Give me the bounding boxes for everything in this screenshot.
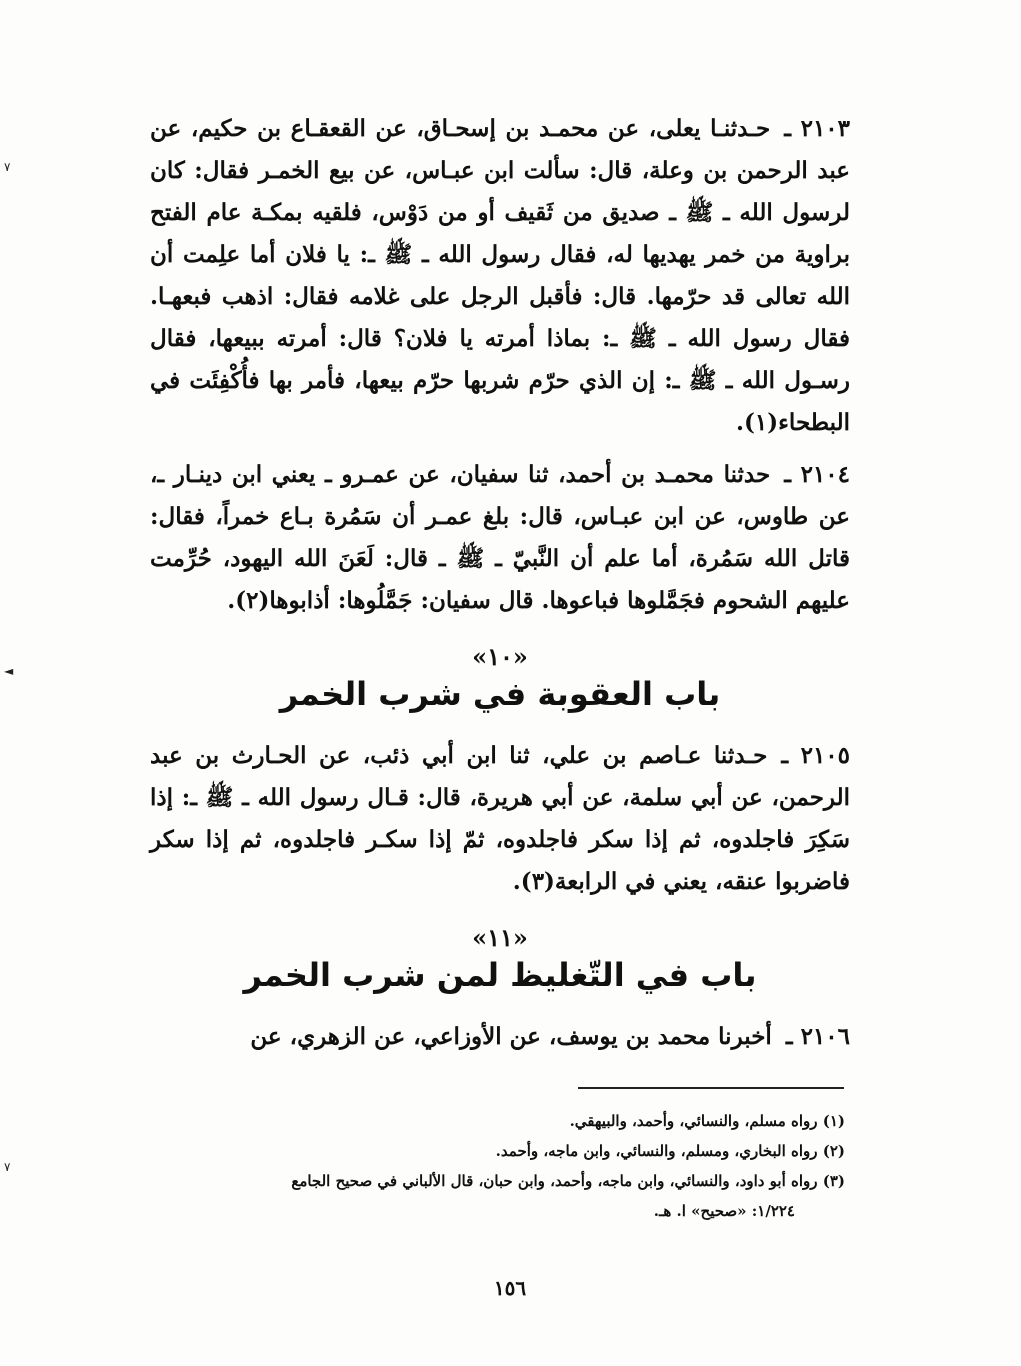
hadith-text: حدثنا محمـد بن أحمد، ثنا سفيان، عن عمـرو ـ يعني ابن دينـار ـ، عن طاوس، عن ابن عبـاس، قال: بلغ عمـر أن سَمُرة بـاع خمراً، فقال: قاتل الله سَمُرة، أما علم أن النَّبيّ ـ ﷺ ـ قال: لَعَنَ الله اليهود، حُرِّمت عليهم الشحوم فجَمَّلوها فباعوها. قال سفيان: جَمَّلُوها: أذابوها(٢). <box>150 461 851 614</box>
hadith-2104 <box>150 454 850 622</box>
hadith-number: ٢١٠٥ ـ <box>781 742 851 769</box>
footnote: (٣) رواه أبو داود، والنسائي، وابن ماجه، وأحمد، وابن حبان، قال الألباني في صحيح الجامع <box>291 1172 845 1190</box>
footnote-divider <box>578 1087 844 1089</box>
page-number: ١٥٦ <box>493 1276 527 1300</box>
margin-mark: ٧ <box>4 160 11 174</box>
section-number: «١٠» <box>472 642 528 671</box>
footnotes <box>150 1108 845 1228</box>
section-number: «١١» <box>472 923 528 952</box>
footnote: (١) رواه مسلم، والنسائي، وأحمد، والبيهقي. <box>569 1112 845 1130</box>
hadith-number: ٢١٠٤ ـ <box>784 461 850 488</box>
section-title: باب العقوبة في شرب الخمر <box>279 675 721 713</box>
hadith-2103 <box>150 108 850 444</box>
hadith-2105 <box>150 735 850 903</box>
hadith-text: حـدثنا عـاصم بن علي، ثنا ابن أبي ذئب، عن الحـارث بن عبد الرحمن، عن أبي سلمة، عن أبي هريرة، قال: قـال رسول الله ـ ﷺ ـ: إذا سَكِرَ فاجلدوه، ثم إذا سكر فاجلدوه، ثمّ إذا سكـر فاجلدوه، ثم إذا سكر فاضربوا عنقه، يعني في الرابعة(٣). <box>150 742 850 895</box>
margin-mark: ٧ <box>4 1160 11 1174</box>
section-title: باب في التّغليظ لمن شرب الخمر <box>243 956 757 994</box>
page-body <box>150 108 850 1068</box>
footnote-continuation: ١/٢٢٤: «صحيح» ا. هـ. <box>653 1202 795 1220</box>
footnote: (٢) رواه البخاري، ومسلم، والنسائي، وابن ماجه، وأحمد. <box>495 1142 845 1160</box>
hadith-number: ٢١٠٦ ـ <box>785 1023 850 1050</box>
hadith-number: ٢١٠٣ ـ <box>784 115 851 142</box>
hadith-text: حـدثنـا يعلى، عن محمـد بن إسحـاق، عن القعقـاع بن حكيم، عن عبد الرحمن بن وعلة، قال: سألت ابن عبـاس، عن بيع الخمـر فقال: كان لرسول الله ـ ﷺ ـ صديق من ثَقيف أو من دَوْس، فلقيه بمكـة عام الفتح براوية من خمر يهديها له، فقال رسول الله ـ ﷺ ـ: يا فلان أما علِمت أن الله تعالى قد حرّمها. قال: فأقبل الرجل على غلامه فقال: اذهب فبعهـا. فقال رسول الله ـ ﷺ ـ: بماذا أمرته يا فلان؟ قال: أمرته ببيعها، فقال رسـول الله ـ ﷺ ـ: إن الذي حرّم شربها حرّم بيعها، فأمر بها فأُكْفِئَت في البطحاء(١). <box>150 115 850 436</box>
margin-arrow-icon: ◄ <box>4 664 14 678</box>
hadith-text: أخبرنا محمد بن يوسف، عن الأوزاعي، عن الزهري، عن <box>250 1023 772 1050</box>
hadith-2106 <box>150 1016 850 1058</box>
